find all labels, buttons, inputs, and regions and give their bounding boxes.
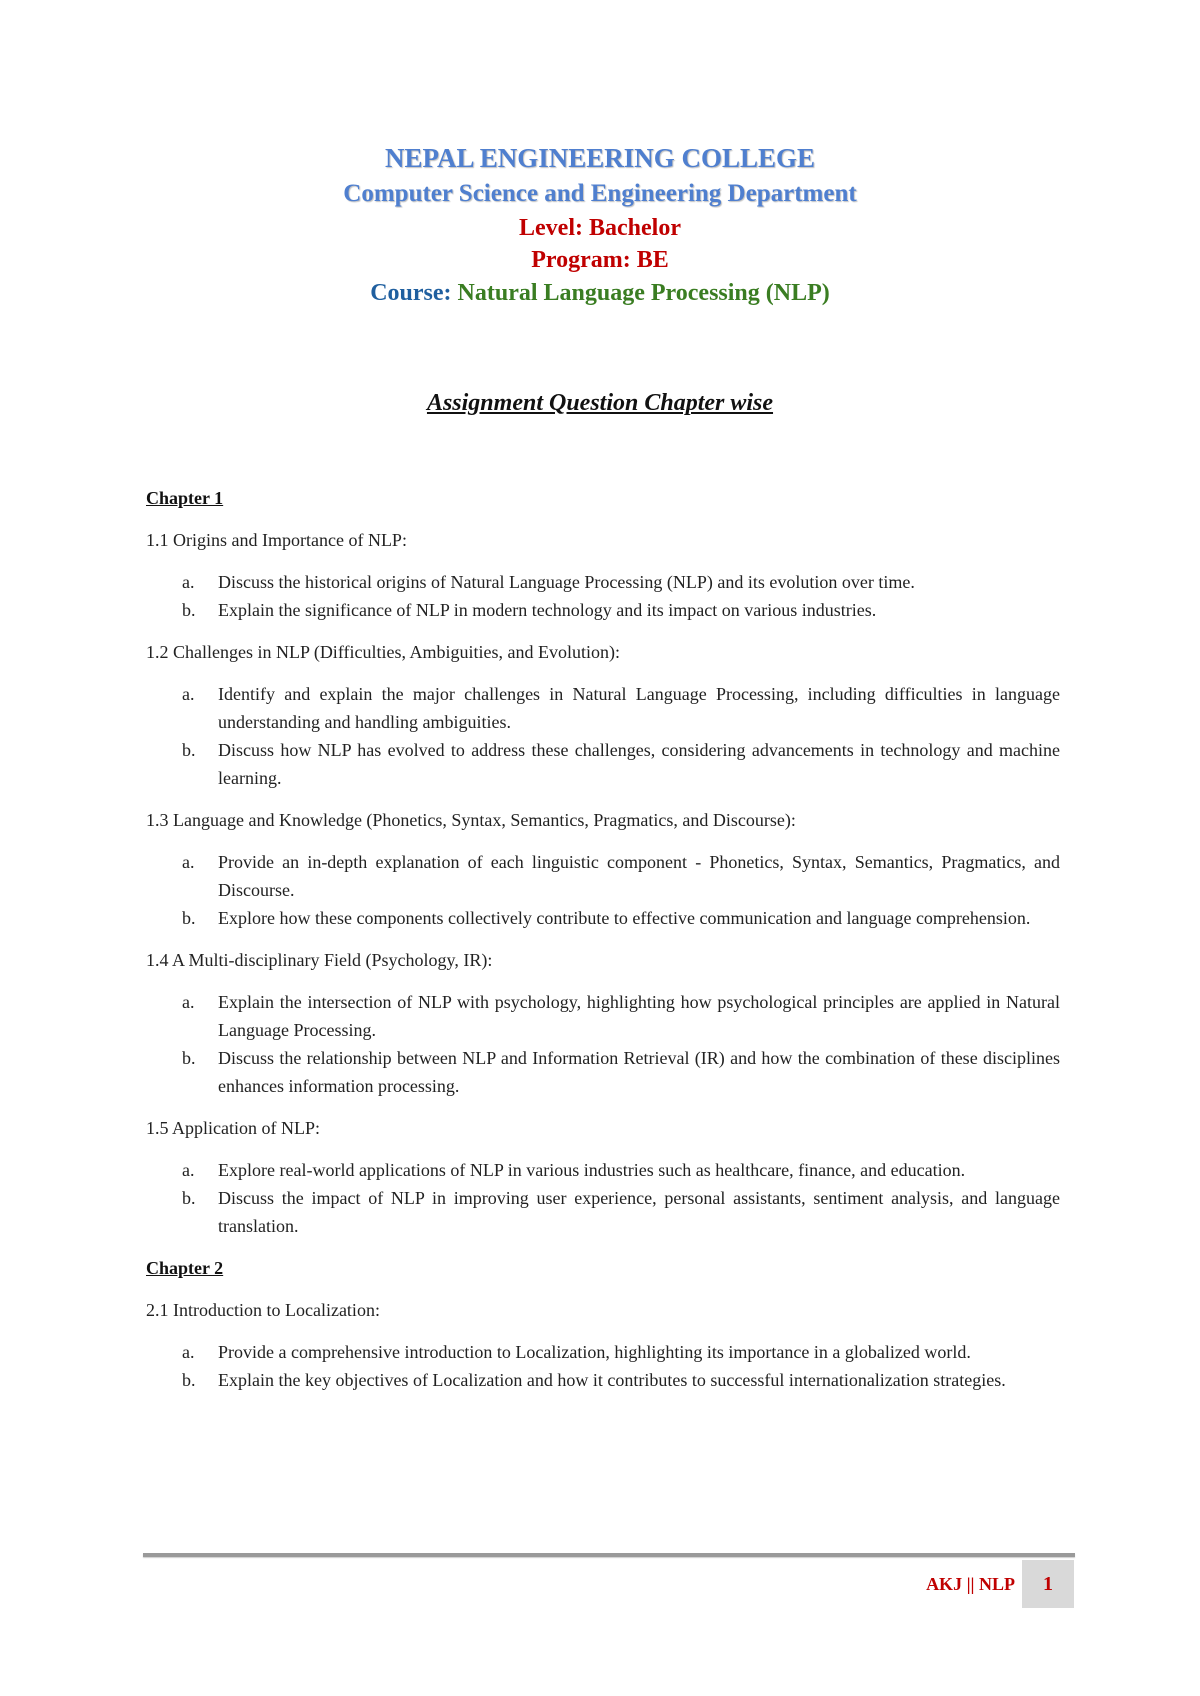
college-name: NEPAL ENGINEERING COLLEGE bbox=[384, 143, 816, 173]
question-list bbox=[146, 988, 1060, 1100]
question-item bbox=[146, 904, 1060, 932]
question-item bbox=[146, 736, 1060, 792]
question-item bbox=[146, 1338, 1060, 1366]
item-letter: b. bbox=[182, 1048, 196, 1068]
question-item bbox=[146, 1184, 1060, 1240]
item-letter: b. bbox=[182, 1188, 196, 1208]
question-list bbox=[146, 1338, 1060, 1394]
chapter-heading: Chapter 2 bbox=[146, 1258, 224, 1278]
item-text: Discuss the impact of NLP in improving user experience, personal assistants, sentiment analysis, and language translation. bbox=[218, 1188, 1060, 1236]
item-text: Discuss the relationship between NLP and Information Retrieval (IR) and how the combination of these disciplines enhances information processing. bbox=[218, 1048, 1060, 1096]
question-item bbox=[146, 1156, 1060, 1184]
section-title: 1.1 Origins and Importance of NLP: bbox=[146, 530, 407, 550]
chapter-heading: Chapter 1 bbox=[146, 488, 224, 508]
question-item bbox=[146, 848, 1060, 904]
level-line: Level: Bachelor bbox=[519, 215, 681, 241]
program-line: Program: BE bbox=[531, 247, 669, 273]
item-text: Provide an in-depth explanation of each linguistic component - Phonetics, Syntax, Semantics, Pragmatics, and Discourse. bbox=[218, 852, 1060, 900]
course-label: Course: bbox=[370, 280, 452, 306]
item-text: Explore real-world applications of NLP in various industries such as healthcare, finance, and education. bbox=[218, 1160, 966, 1180]
section-title: 1.5 Application of NLP: bbox=[146, 1118, 320, 1138]
item-letter: a. bbox=[182, 852, 195, 872]
item-text: Discuss the historical origins of Natural Language Processing (NLP) and its evolution over time. bbox=[218, 572, 915, 592]
question-list bbox=[146, 848, 1060, 932]
course-name: Natural Language Processing (NLP) bbox=[451, 280, 830, 306]
item-text: Provide a comprehensive introduction to Localization, highlighting its importance in a globalized world. bbox=[218, 1342, 971, 1362]
item-letter: a. bbox=[182, 572, 195, 592]
item-text: Explore how these components collectively contribute to effective communication and language comprehension. bbox=[218, 908, 1031, 928]
document-body bbox=[146, 484, 1060, 1408]
course-line bbox=[0, 276, 1200, 310]
item-letter: b. bbox=[182, 740, 196, 760]
assignment-title: Assignment Question Chapter wise bbox=[426, 390, 774, 416]
item-text: Explain the key objectives of Localization and how it contributes to successful internationalization strategies. bbox=[218, 1370, 1006, 1390]
item-text: Identify and explain the major challenges in Natural Language Processing, including difficulties in language understanding and handling ambiguities. bbox=[218, 684, 1060, 732]
item-text: Discuss how NLP has evolved to address these challenges, considering advancements in technology and machine learning. bbox=[218, 740, 1060, 788]
question-item bbox=[146, 568, 1060, 596]
item-text: Explain the significance of NLP in modern technology and its impact on various industries. bbox=[218, 600, 877, 620]
section-title: 2.1 Introduction to Localization: bbox=[146, 1300, 380, 1320]
question-list bbox=[146, 1156, 1060, 1240]
section-title: 1.4 A Multi-disciplinary Field (Psychology, IR): bbox=[146, 950, 493, 970]
department-name: Computer Science and Engineering Department bbox=[343, 180, 857, 207]
question-item bbox=[146, 1044, 1060, 1100]
section-title: 1.2 Challenges in NLP (Difficulties, Ambiguities, and Evolution): bbox=[146, 642, 620, 662]
section-title: 1.3 Language and Knowledge (Phonetics, Syntax, Semantics, Pragmatics, and Discourse): bbox=[146, 810, 796, 830]
footer-divider bbox=[143, 1553, 1075, 1557]
item-letter: b. bbox=[182, 908, 196, 928]
page-number: 1 bbox=[1022, 1560, 1074, 1608]
item-letter: a. bbox=[182, 684, 195, 704]
document-header bbox=[0, 140, 1200, 310]
item-text: Explain the intersection of NLP with psychology, highlighting how psychological principles are applied in Natural Language Processing. bbox=[218, 992, 1060, 1040]
item-letter: a. bbox=[182, 1342, 195, 1362]
question-item bbox=[146, 988, 1060, 1044]
question-item bbox=[146, 596, 1060, 624]
item-letter: b. bbox=[182, 1370, 196, 1390]
question-list bbox=[146, 680, 1060, 792]
item-letter: a. bbox=[182, 1160, 195, 1180]
footer-label: AKJ || NLP bbox=[926, 1574, 1015, 1594]
question-item bbox=[146, 680, 1060, 736]
item-letter: b. bbox=[182, 600, 196, 620]
question-item bbox=[146, 1366, 1060, 1394]
item-letter: a. bbox=[182, 992, 195, 1012]
question-list bbox=[146, 568, 1060, 624]
